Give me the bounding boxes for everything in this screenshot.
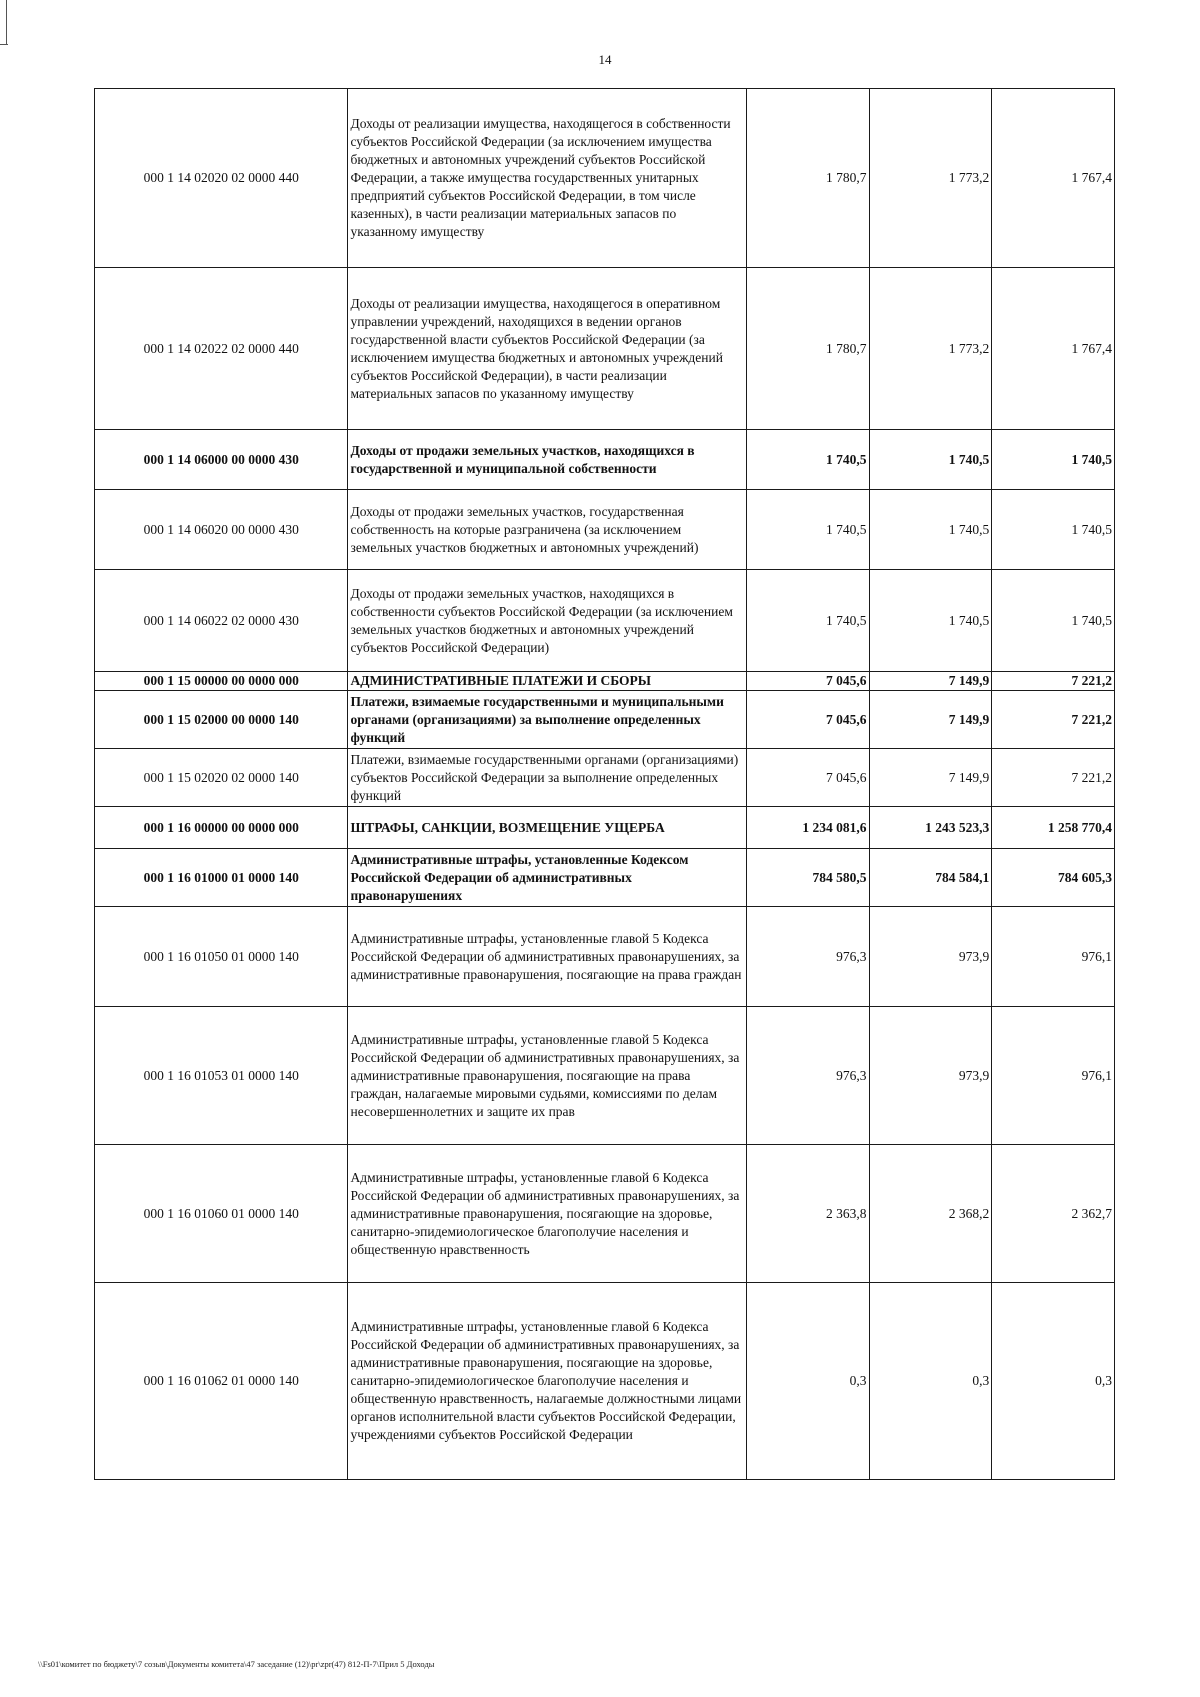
row-value-3: 1 740,5 [992,430,1115,490]
footer-file-path: \\Fs01\комитет по бюджету\7 созыв\Документы комитета\47 заседание (12)\pr\zpr(47) 812-П-7\Прил 5 Доходы [38,1659,435,1669]
row-value-2: 1 773,2 [869,268,992,430]
row-code: 000 1 16 01062 01 0000 140 [95,1283,348,1480]
scan-edge-mark [6,0,7,44]
row-value-1: 7 045,6 [746,672,869,691]
row-value-1: 1 234 081,6 [746,807,869,849]
row-value-1: 784 580,5 [746,849,869,907]
row-value-2: 7 149,9 [869,691,992,749]
table-row [95,672,1115,691]
row-value-3: 1 767,4 [992,89,1115,268]
table-row [95,89,1115,268]
table-row [95,1283,1115,1480]
table-row [95,430,1115,490]
row-value-3: 976,1 [992,1007,1115,1145]
row-code: 000 1 16 01000 01 0000 140 [95,849,348,907]
row-value-3: 7 221,2 [992,749,1115,807]
row-value-1: 1 780,7 [746,268,869,430]
row-value-2: 784 584,1 [869,849,992,907]
row-value-3: 1 740,5 [992,570,1115,672]
table-row [95,1145,1115,1283]
row-code: 000 1 15 02000 00 0000 140 [95,691,348,749]
row-description: Платежи, взимаемые государственными и муниципальными органами (организациями) за выполнение определенных функций [348,691,746,749]
row-value-2: 0,3 [869,1283,992,1480]
row-description: Административные штрафы, установленные главой 5 Кодекса Российской Федерации об административных правонарушениях, за административные правонарушения, посягающие на права граждан [348,907,746,1007]
row-code: 000 1 16 01050 01 0000 140 [95,907,348,1007]
row-value-1: 976,3 [746,907,869,1007]
row-code: 000 1 14 02020 02 0000 440 [95,89,348,268]
row-value-1: 2 363,8 [746,1145,869,1283]
row-value-2: 1 773,2 [869,89,992,268]
table-row [95,907,1115,1007]
row-value-2: 7 149,9 [869,749,992,807]
table-row [95,268,1115,430]
table-row [95,849,1115,907]
row-value-2: 2 368,2 [869,1145,992,1283]
row-value-2: 1 740,5 [869,490,992,570]
table-row [95,749,1115,807]
row-value-2: 7 149,9 [869,672,992,691]
row-value-1: 1 780,7 [746,89,869,268]
row-value-1: 0,3 [746,1283,869,1480]
row-description: Административные штрафы, установленные главой 6 Кодекса Российской Федерации об административных правонарушениях, за административные правонарушения, посягающие на здоровье, санитарно-эпидемиологическое благополучие населения и общественную нравственность, налагаемые должностными лицами органов исполнительной власти субъектов Российской Федерации, учреждениями субъектов Российской Федерации [348,1283,746,1480]
row-description: Платежи, взимаемые государственными органами (организациями) субъектов Российской Федерации за выполнение определенных функций [348,749,746,807]
row-value-2: 973,9 [869,907,992,1007]
row-value-3: 976,1 [992,907,1115,1007]
row-value-3: 1 258 770,4 [992,807,1115,849]
row-value-1: 7 045,6 [746,691,869,749]
row-code: 000 1 16 00000 00 0000 000 [95,807,348,849]
table-row [95,490,1115,570]
row-value-1: 1 740,5 [746,430,869,490]
row-code: 000 1 14 06020 00 0000 430 [95,490,348,570]
row-value-2: 973,9 [869,1007,992,1145]
row-value-1: 1 740,5 [746,570,869,672]
row-description: Доходы от реализации имущества, находящегося в оперативном управлении учреждений, находящихся в ведении органов государственной власти субъектов Российской Федерации (за исключением имущества бюджетных и автономных учреждений субъектов Российской Федерации), в части реализации материальных запасов по указанному имуществу [348,268,746,430]
row-value-3: 0,3 [992,1283,1115,1480]
row-description: Доходы от реализации имущества, находящегося в собственности субъектов Российской Федерации (за исключением имущества бюджетных и автономных учреждений субъектов Российской Федерации, а также имущества государственных унитарных предприятий субъектов Российской Федерации, в том числе казенных), в части реализации материальных запасов по указанному имуществу [348,89,746,268]
row-value-3: 1 740,5 [992,490,1115,570]
row-value-3: 7 221,2 [992,691,1115,749]
row-value-2: 1 740,5 [869,430,992,490]
row-value-1: 976,3 [746,1007,869,1145]
row-description: Доходы от продажи земельных участков, государственная собственность на которые разграничена (за исключением земельных участков бюджетных и автономных учреждений) [348,490,746,570]
row-code: 000 1 15 02020 02 0000 140 [95,749,348,807]
row-value-1: 7 045,6 [746,749,869,807]
row-description: Административные штрафы, установленные Кодексом Российской Федерации об административных правонарушениях [348,849,746,907]
row-code: 000 1 14 02022 02 0000 440 [95,268,348,430]
table-row [95,691,1115,749]
row-description: Административные штрафы, установленные главой 6 Кодекса Российской Федерации об административных правонарушениях, за административные правонарушения, посягающие на здоровье, санитарно-эпидемиологическое благополучие населения и общественную нравственность [348,1145,746,1283]
table-row [95,807,1115,849]
scan-edge-mark [0,44,8,45]
row-description: Доходы от продажи земельных участков, находящихся в государственной и муниципальной собственности [348,430,746,490]
row-code: 000 1 15 00000 00 0000 000 [95,672,348,691]
table-row [95,1007,1115,1145]
revenue-table [94,88,1115,1480]
row-value-3: 7 221,2 [992,672,1115,691]
row-description: АДМИНИСТРАТИВНЫЕ ПЛАТЕЖИ И СБОРЫ [348,672,746,691]
row-value-1: 1 740,5 [746,490,869,570]
row-description: ШТРАФЫ, САНКЦИИ, ВОЗМЕЩЕНИЕ УЩЕРБА [348,807,746,849]
row-value-2: 1 740,5 [869,570,992,672]
row-description: Доходы от продажи земельных участков, находящихся в собственности субъектов Российской Федерации (за исключением земельных участков бюджетных и автономных учреждений субъектов Российской Федерации) [348,570,746,672]
row-value-3: 2 362,7 [992,1145,1115,1283]
row-code: 000 1 16 01053 01 0000 140 [95,1007,348,1145]
row-value-3: 1 767,4 [992,268,1115,430]
row-value-3: 784 605,3 [992,849,1115,907]
page-number: 14 [598,52,612,67]
row-value-2: 1 243 523,3 [869,807,992,849]
row-code: 000 1 14 06000 00 0000 430 [95,430,348,490]
row-code: 000 1 16 01060 01 0000 140 [95,1145,348,1283]
row-code: 000 1 14 06022 02 0000 430 [95,570,348,672]
row-description: Административные штрафы, установленные главой 5 Кодекса Российской Федерации об административных правонарушениях, за административные правонарушения, посягающие на права граждан, налагаемые мировыми судьями, комиссиями по делам несовершеннолетних и защите их прав [348,1007,746,1145]
table-row [95,570,1115,672]
